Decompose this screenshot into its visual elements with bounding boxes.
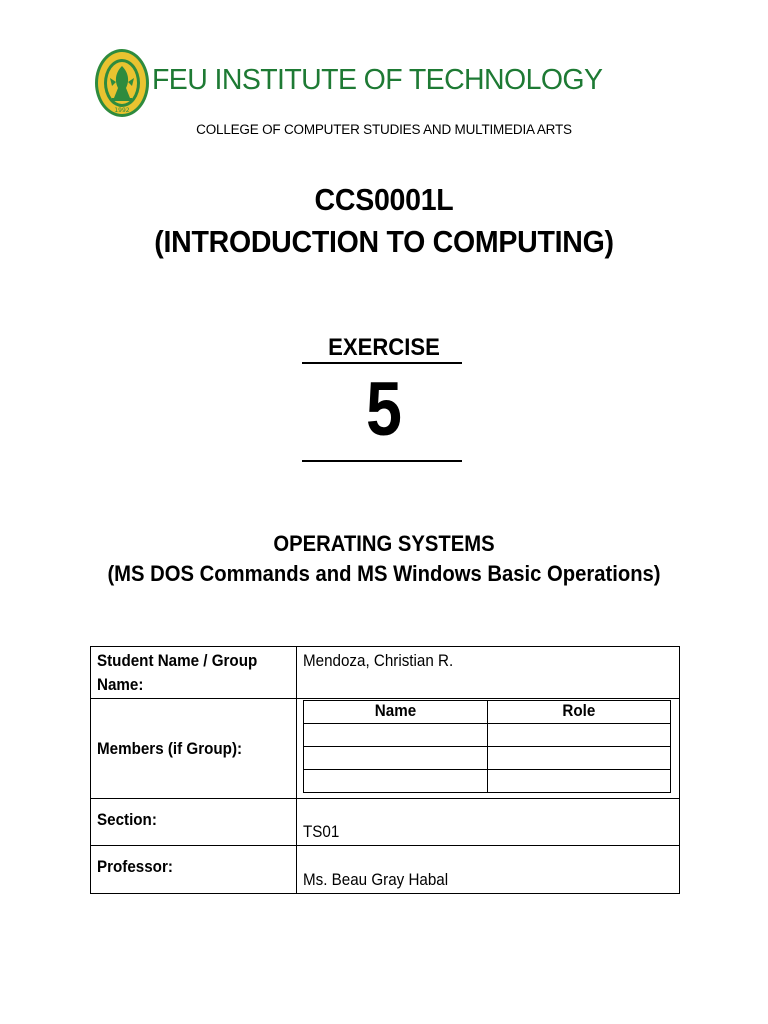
topic-title: OPERATING SYSTEMS xyxy=(273,531,495,556)
table-row xyxy=(91,647,680,699)
member-name-field[interactable] xyxy=(304,746,488,769)
members-column-role: Role xyxy=(487,700,671,723)
college-name: COLLEGE OF COMPUTER STUDIES AND MULTIMEDIA ARTS xyxy=(196,122,572,137)
members-header-row xyxy=(304,700,671,723)
member-role-field[interactable] xyxy=(487,723,671,746)
topic-subtitle: (MS DOS Commands and MS Windows Basic Operations) xyxy=(107,561,661,586)
members-column-name: Name xyxy=(304,700,488,723)
section-field[interactable]: TS01 xyxy=(297,798,680,845)
table-row xyxy=(91,798,680,845)
feu-tech-seal-icon xyxy=(94,48,150,120)
member-role-field[interactable] xyxy=(487,746,671,769)
professor-field[interactable]: Ms. Beau Gray Habal xyxy=(297,845,680,893)
member-role-field[interactable] xyxy=(487,769,671,792)
course-title: (INTRODUCTION TO COMPUTING) xyxy=(154,224,614,259)
exercise-number: 5 xyxy=(366,367,402,452)
exercise-top-divider xyxy=(302,362,462,364)
institution-name: FEU INSTITUTE OF TECHNOLOGY xyxy=(152,64,603,96)
members-table xyxy=(303,700,671,793)
institution-header xyxy=(94,48,674,120)
student-name-label: Student Name / Group Name: xyxy=(91,647,297,699)
seal-year: 1992 xyxy=(114,107,130,114)
members-row xyxy=(304,769,671,792)
table-row xyxy=(91,698,680,798)
professor-label: Professor: xyxy=(91,845,297,893)
members-row xyxy=(304,746,671,769)
members-cell xyxy=(297,698,680,798)
exercise-bottom-divider xyxy=(302,460,462,462)
exercise-label: EXERCISE xyxy=(328,334,440,361)
member-name-field[interactable] xyxy=(304,769,488,792)
section-label: Section: xyxy=(91,798,297,845)
table-row xyxy=(91,845,680,893)
student-info-table xyxy=(90,646,680,894)
members-row xyxy=(304,723,671,746)
course-code: CCS0001L xyxy=(314,182,454,217)
members-label: Members (if Group): xyxy=(91,698,297,798)
student-name-field[interactable]: Mendoza, Christian R. xyxy=(297,647,680,699)
member-name-field[interactable] xyxy=(304,723,488,746)
